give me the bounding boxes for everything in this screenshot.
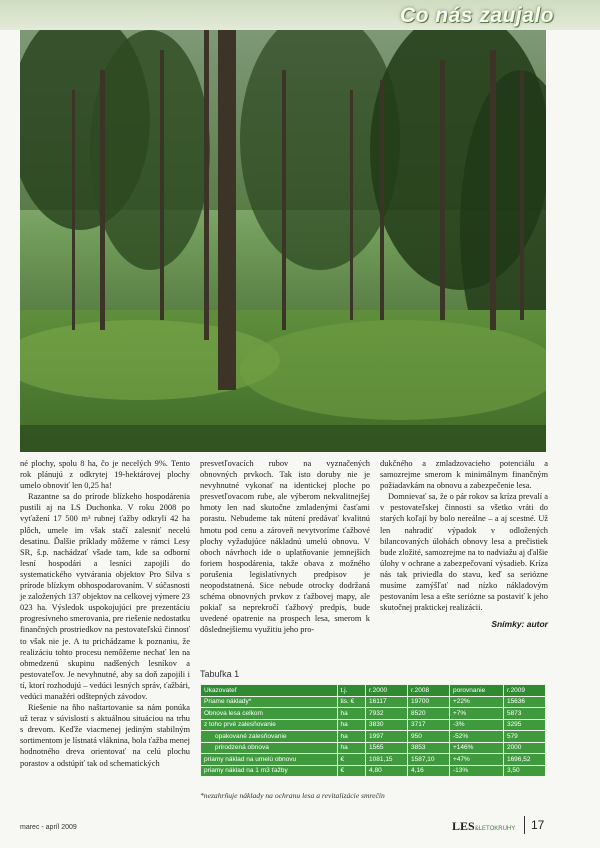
table-header: r.2008 [408,685,450,697]
table-cell: priamy náklad na 1 m3 ťažby [201,765,338,777]
table-header: Ukazovateľ [201,685,338,697]
table-cell: 19700 [408,696,450,708]
paragraph: né plochy, spolu 8 ha, čo je necelých 9%. Tento rok plánujú z odkrytej 19-hektárovej plochy umelo obnoviť len 0,25 ha! [20,459,190,491]
table-cell: +22% [450,696,504,708]
footer-divider [524,816,525,834]
table-cell: ha [337,708,366,720]
table-row [201,754,546,766]
table-cell: € [337,765,366,777]
table-cell: +146% [450,742,504,754]
table-cell: 15636 [503,696,545,708]
table-cell: 950 [408,731,450,743]
table-row [201,742,546,754]
brand-name: LES [452,819,475,833]
table-cell: Priame náklady* [201,696,338,708]
table-row [201,731,546,743]
table-cell: 1081,15 [366,754,408,766]
table-cell: ha [337,742,366,754]
table-row [201,765,546,777]
table-cell: 4,80 [366,765,408,777]
table-cell: € [337,754,366,766]
table-cell: -13% [450,765,504,777]
table-cell: 1587,10 [408,754,450,766]
table-cell: 5873 [503,708,545,720]
table-caption: Tabuľka 1 [200,669,240,679]
table-row [201,719,546,731]
table-cell: tis. € [337,696,366,708]
table-header-row [201,685,546,697]
table-cell: 2000 [503,742,545,754]
table-cell: 3853 [408,742,450,754]
table-row [201,696,546,708]
table-cell: -3% [450,719,504,731]
table-cell: 8520 [408,708,450,720]
table-cell: prirodzená obnova [201,742,338,754]
table-cell: +7% [450,708,504,720]
table-cell: 7932 [366,708,408,720]
table-header: t.j. [337,685,366,697]
paragraph: Razantne sa do prírode blízkeho hospodárenia pustili aj na LS Duchonka. V roku 2008 po vyťažení 17 500 m³ rubnej ťažby odkryli 42 ha plôch, umele im však stačí zalesniť necelú desatinu. Ďalšie príklady môžeme v rámci Lesy SR, š.p. nachádzať všade tam, kde sa odborní lesní hospodári a lesníci zapojili do systematického vytvárania objektov Pro Silva s prírode blízkym obhospodarovaním. V súčasnosti je založených 137 objektov na celkovej výmere 23 023 ha. Výsledok uspokojujúci pre prezentáciu progresívneho smerovania, pre riešenie nedostatku finančných prostriedkov na pestovateľskú činnosť to však nie je. A tu prichádzame k poznaniu, že realizáciu tohto procesu nemôžeme nechať len na obmedzenú skupinu nadšených lesníkov a pestovateľov. Je nevyhnutné, aby sa doň zapojili i tí, ktorí rozhodujú – vedúci lesných správ, ťažbári, vedúci manažéri odštepných závodov. [20,492,191,701]
issue-date: marec - apríl 2009 [20,824,77,831]
table-cell: Obnova lesa celkom [201,708,338,720]
section-title: Co nás zaujalo [399,4,554,27]
table-cell: -52% [450,731,504,743]
table-cell: 1997 [366,731,408,743]
table-cell: 16117 [366,696,408,708]
table-header: r.2000 [366,685,408,697]
text-column-2 [200,458,370,636]
forest-photo [20,30,546,452]
paragraph: dukčného a zmladzovacieho potenciálu a samozrejme smerom k minimálnym finančným požiadavkám na obnovu a zabezpečenie lesa. [380,459,548,491]
table-cell: 1696,52 [503,754,545,766]
data-table [200,684,546,777]
table-cell: 3295 [503,719,545,731]
table-footnote: *nezahrňuje náklady na ochranu lesa a revitalizácie smrečín [200,791,385,800]
paragraph: Domnievať sa, že o pár rokov sa kríza prevalí a v pestovateľskej činnosti sa všetko vráti do starých koľají by bolo nereálne – a aj scestné. Už len nahradiť výpadok v odložených bilancovaných úlohách obnovy lesa a prečistiek bude zložité, samozrejme na to nadviažu aj ďalšie úlohy v ochrane a zabezpečovaní výsadieb. Kríza nás tak priviedla do stavu, keď sa seriózne musíme zamýšľať nad nízko nákladovým pestovaním lesa a ešte seriózne sa postaviť k jeho skutočnej praktickej realizácii. [380,492,548,613]
forest-photo-icon [20,30,546,452]
table-cell: 1565 [366,742,408,754]
table-cell: opakované zalesňovanie [201,731,338,743]
table-cell: 3717 [408,719,450,731]
table-cell: 579 [503,731,545,743]
brand-subname: &LETOKRUHY [474,826,516,832]
table-cell: 3830 [366,719,408,731]
table-cell: z toho prvé zalesňovanie [201,719,338,731]
photo-credit: Snímky: autor [491,619,548,630]
table-cell: 3,50 [503,765,545,777]
magazine-logo [452,819,515,834]
table-cell: ha [337,731,366,743]
table-row [201,708,546,720]
text-column-1 [20,458,190,769]
paragraph: presvetľovacích rubov na vyznačených obnovných prvkoch. Tak isto doruby nie je nevyhnutné vykonať na identickej ploche po presvetľovacom rube, ale výberom nekvalitnejšej hmoty len nad skutočne zmladenými časťami porastu. Nebudeme tak nútení predávať kvalitnú hmotu pod cenu a zároveň nevytvoríme ťažbové plochy vyžadujúce nákladnú umelú obnovu. V oboch návrhoch ide o uplatňovanie jemnejších foriem hospodárenia, takže obava z možného porušenia legislatívnych predpisov je neopodstatnená. Sice nebude otrocky dodržaná schéma obnovných prvkov z ťažbovej mapy, ale pokiaľ sa neprekročí ťažbový predpis, bude uvedené opatrenie na prospech lesa, smerom k dôslednejšiemu využitiu jeho pro- [200,459,370,635]
page-number: 17 [531,818,545,832]
text-column-3 [380,458,548,630]
table-header: porovnanie [450,685,504,697]
table-cell: 4,16 [408,765,450,777]
table-header: r.2009 [503,685,545,697]
table-cell: +47% [450,754,504,766]
table-cell: ha [337,719,366,731]
paragraph: Riešenie na ňho naštartovanie sa nám ponúka už teraz v súvislosti s aktuálnou situáciou na trhu s drevom. Keďže viacmenej jediným stabilným sortimentom je lístnatá vláknina, bola ťažba menej hodnotného dreva orientovať na celú plochu porastov a odstúpiť tak od schematických [20,703,190,768]
table-cell: priamy náklad na umelú obnovu [201,754,338,766]
